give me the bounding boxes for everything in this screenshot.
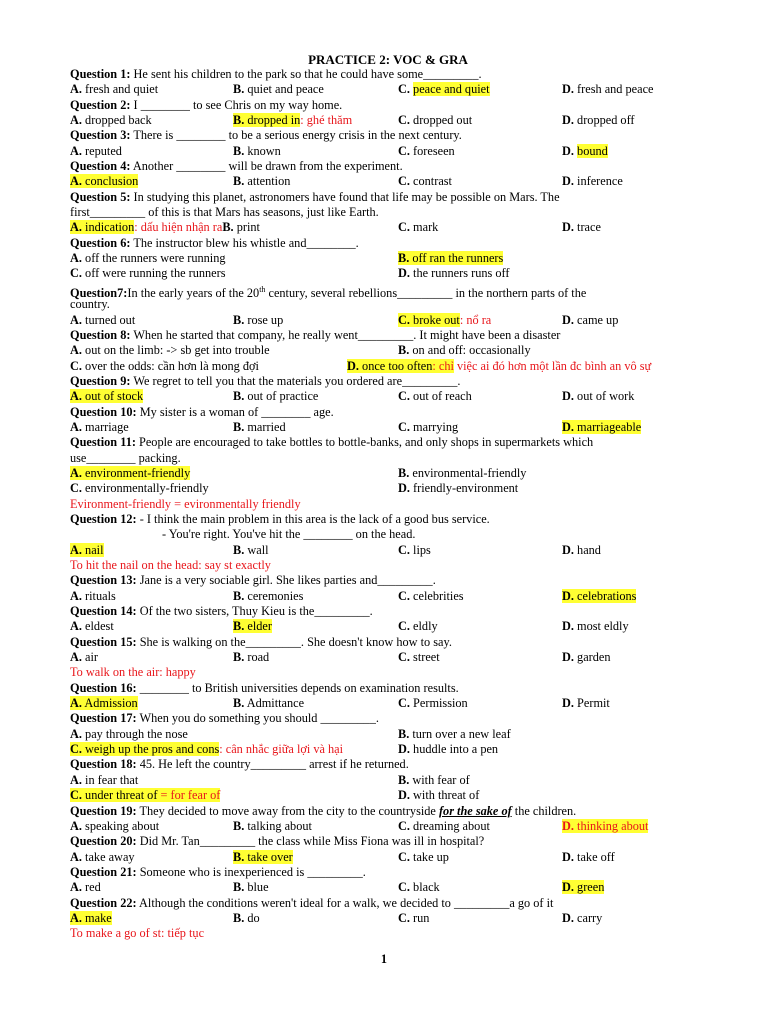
question-6: Question 6: The instructor blew his whistle and________. [70,235,359,250]
option-b: B. quiet and peace [233,82,324,97]
question-20: Question 20: Did Mr. Tan_________ the class while Miss Fiona was ill in hospital? [70,834,485,849]
option-b-answer: B. take over [233,849,293,864]
option-a-answer: A. Admission [70,696,138,711]
question-9: Question 9: We regret to tell you that the materials you ordered are_________. [70,373,461,388]
options-4: A. conclusion B. attention C. contrast D. inference [70,174,623,189]
options-15: A. air B. road C. street D. garden [70,650,611,665]
option-d-answer: D. once too often: chỉ việc ai đó hơn một lần đc bình an vô sự [347,358,652,373]
document-body [70,52,706,942]
options-11a: A. environment-friendly B. environmental-friendly [70,465,527,480]
option-d-answer: D. celebrations [562,588,637,603]
question-12: Question 12: - I think the main problem in this area is the lack of a good bus service. [70,511,490,526]
options-21: A. red B. blue C. black D. green [70,880,605,895]
question-4: Question 4: Another ________ will be drawn from the experiment. [70,159,403,174]
question-21: Question 21: Someone who is inexperienced is _________. [70,864,366,879]
option-a: A. fresh and quiet [70,82,159,97]
option-d-answer: D. marriageable [562,419,642,434]
options-18a: A. in fear that B. with fear of [70,772,470,787]
question-12-cont: - You're right. You've hit the ________ on the head. [162,527,416,542]
question-11: Question 11: People are encouraged to take bottles to bottle-banks, and only shops in supermarkets which [70,435,594,450]
question-14: Question 14: Of the two sisters, Thuy Kieu is the_________. [70,604,373,619]
question-5-cont: first_________ of this is that Mars has seasons, just like Earth. [70,205,379,220]
options-13: A. rituals B. ceremonies C. celebrities D. celebrations [70,588,637,603]
options-6b: C. off were running the runners D. the runners runs off [70,266,510,281]
option-b-answer: B. off ran the runners [398,251,504,266]
note-15: To walk on the air: happy [70,665,196,680]
option-a-answer: A. environment-friendly [70,465,191,480]
question-11-cont: use________ packing. [70,450,181,465]
question-8: Question 8: When he started that company, he really went_________. It might have been a disaster [70,327,561,342]
option-b-answer: B. dropped in: ghé thăm [233,113,353,128]
option-c-answer: C. weigh up the pros and cons: cân nhắc giữa lợi và hại [70,742,344,757]
option-c-answer: C. broke out: nổ ra [398,312,492,327]
option-c-answer: C. peace and quiet [398,82,490,97]
question-13: Question 13: Jane is a very sociable girl. She likes parties and_________. [70,573,436,588]
options-7: A. turned out B. rose up C. broke out: nổ ra D. came up [70,312,619,327]
page-number: 1 [380,952,388,966]
options-20: A. take away B. take over C. take up D. take off [70,849,615,864]
options-18b: C. under threat of = for fear of D. with threat of [70,788,480,803]
question-22: Question 22: Although the conditions weren't ideal for a walk, we decided to _________a go of it [70,895,554,910]
page-title: PRACTICE 2: VOC & GRA [308,52,468,67]
question-16: Question 16: ________ to British universities depends on examination results. [70,680,459,695]
options-6a: A. off the runners were running B. off ran the runners [70,251,504,266]
options-12: A. nail B. wall C. lips D. hand [70,542,601,557]
question-10: Question 10: My sister is a woman of ________ age. [70,404,334,419]
question-3: Question 3: There is ________ to be a serious energy crisis in the next century. [70,128,462,143]
question-19: Question 19: They decided to move away from the city to the countryside for the sake of the children. [70,803,577,818]
option-a-answer: A. indication: dấu hiện nhận raB. print [70,220,260,235]
options-14: A. eldest B. elder C. eldly D. most eldly [70,619,629,634]
options-22: A. make B. do C. run D. carry [70,910,603,925]
options-16: A. Admission B. Admittance C. Permission D. Permit [70,696,610,711]
option-a-answer: A. nail [70,542,104,557]
options-10: A. marriage B. married C. marrying D. marriageable [70,419,642,434]
question-17: Question 17: When you do something you should _________. [70,711,379,726]
options-8a: A. out on the limb: -> sb get into trouble B. on and off: occasionally [70,343,531,358]
options-1 [70,82,706,97]
option-d-answer: D. thinking about [562,818,649,833]
option-a-answer: A. conclusion [70,174,139,189]
option-b-answer: B. elder [233,619,272,634]
options-19: A. speaking about B. talking about C. dreaming about D. thinking about [70,818,649,833]
option-c-answer: C. under threat of = for fear of [70,788,221,803]
option-a-answer: A. out of stock [70,389,144,404]
question-18: Question 18: 45. He left the country_________ arrest if he returned. [70,757,409,772]
option-d-answer: D. bound [562,143,608,158]
options-17b: C. weigh up the pros and cons: cân nhắc giữa lợi và hại D. huddle into a pen [70,742,499,757]
option-a-answer: A. make [70,910,112,925]
options-3: A. reputed B. known C. foreseen D. bound [70,143,608,158]
question-7: Question7:In the early years of the 20th century, several rebellions_________ in the northern parts of the [70,284,587,300]
note-11: Evironment-friendly = evironmentally friendly [70,496,301,511]
question-5: Question 5: In studying this planet, astronomers have found that life may be possible on Mars. The [70,189,560,204]
question-2: Question 2: I ________ to see Chris on my way home. [70,97,343,112]
note-22: To make a go of st: tiếp tục [70,926,205,941]
note-12: To hit the nail on the head: say st exactly [70,558,271,572]
options-2: A. dropped back B. dropped in: ghé thăm C. dropped out D. dropped off [70,113,635,128]
options-9: A. out of stock B. out of practice C. out of reach D. out of work [70,389,635,404]
options-17a: A. pay through the nose B. turn over a new leaf [70,726,511,741]
options-5: A. indication: dấu hiện nhận raB. print C. mark D. trace [70,220,601,235]
options-11b: C. environmentally-friendly D. friendly-environment [70,481,519,496]
question-7-cont: country. [70,297,110,312]
question-1: Question 1: He sent his children to the park so that he could have some_________. [70,67,482,81]
question-15: Question 15: She is walking on the_________. She doesn't know how to say. [70,634,452,649]
options-8b: C. over the odds: cần hơn là mong đợi D. once too often: chỉ việc ai đó hơn một lần đc bình an vô sự [70,358,652,373]
option-d: D. fresh and peace [562,82,654,97]
option-d-answer: D. green [562,880,605,895]
